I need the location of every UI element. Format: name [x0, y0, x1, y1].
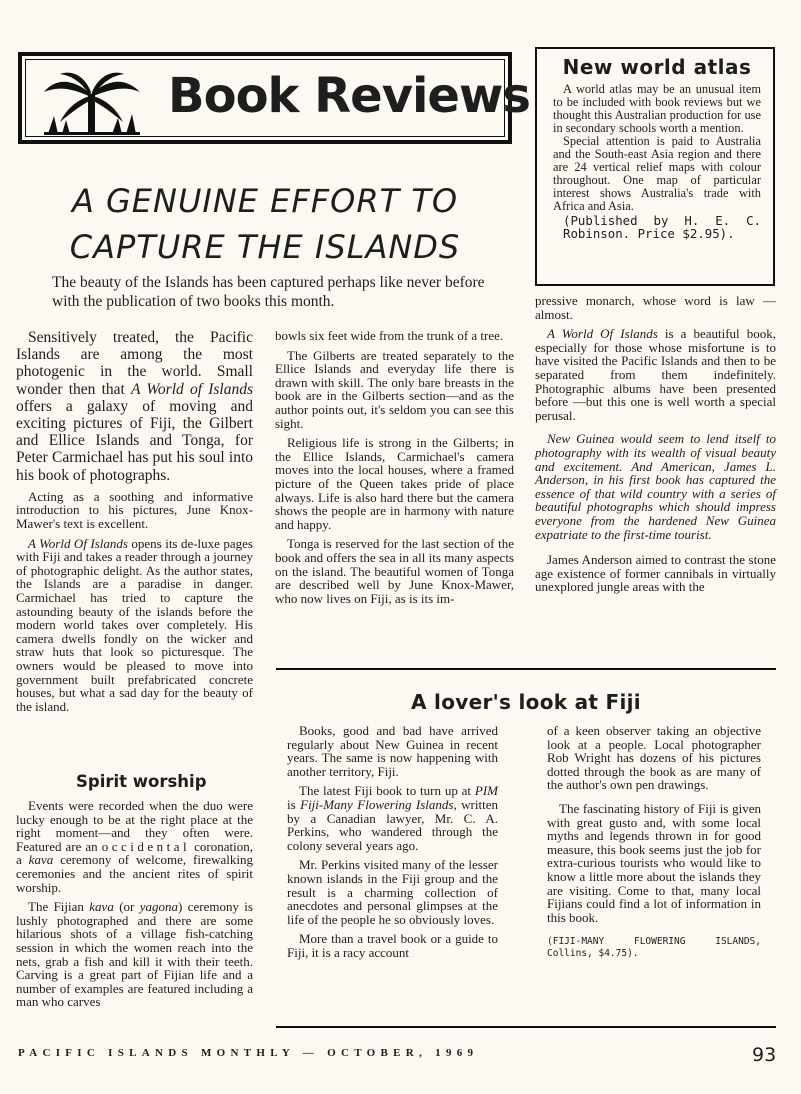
spaced-word: occidental: [101, 838, 191, 854]
body-paragraph: [16, 799, 253, 894]
body-paragraph: [16, 537, 253, 714]
body-paragraph: Mr. Perkins visited many of the lesser known islands in the Fiji group and the result is a charming collection of anecdotes and personal glimpses at the life of the people he so obviously loves.: [287, 857, 498, 927]
body-paragraph: Acting as a soothing and informative introduction to his pictures, June Knox-Mawer's text is excellent.: [16, 488, 253, 532]
body-text: is a beautiful book, especially for those whose misfortune is to have visited the Pacific Islands and then to be separated from them indefinitely. Photographic albums have been presented before —but this one is well worth a special perusal.: [535, 326, 776, 423]
body-paragraph: [16, 900, 253, 1009]
fiji-credit: (FIJI-MANY FLOWERING ISLANDS, Collins, $4.75).: [547, 936, 761, 959]
italic-word: kava: [89, 899, 114, 915]
atlas-paragraph: Special attention is paid to Australia and the South-east Asia region and there are 24 vertical relief maps with colour throughout. One map of particular interest shows Australia's trade with Africa and Asia.: [553, 134, 761, 213]
body-paragraph: [535, 327, 776, 422]
book-title: A World of Islands: [131, 380, 253, 398]
body-paragraph: The Gilberts are treated separately to the Ellice Islands and everyday life there is drawn with skill. The only bare breasts in the book are in the Gilberts section—and as the author points out, it's seldom you can see this sight.: [275, 347, 514, 431]
italic-word: PIM: [474, 783, 498, 799]
body-text: opens its de-luxe pages with Fiji and takes a reader through a journey of photographic delight. As the author states, the Islands are a paradise in danger. Carmichael has tried to capture the astounding beauty of the islands before the modern world takes over completely. His camera dwells fondly on the wicker and straw huts that look so picturesque. The owners would be pleased to move into government built prefabricated concrete houses, but what a sad day for the beauty of the island.: [16, 535, 253, 714]
section-divider-top: [276, 668, 776, 670]
headline-line-1: A GENUINE EFFORT TO: [71, 182, 459, 220]
atlas-title: New world atlas: [562, 55, 752, 79]
body-paragraph: pressive monarch, whose word is law —almost.: [535, 293, 776, 322]
body-text: is: [287, 796, 301, 812]
body-text: ) ceremony is lushly photographed and there are some hilarious shots of a village fish-catching session in which the women reach into the nets, grab a fish and kill it with their teeth. Carving is a great part of Fijian life and a number of examples are featured including a man who carves: [16, 899, 253, 1010]
body-paragraph: Religious life is strong in the Gilberts; in the Ellice Islands, Carmichael's camera moves into the local houses, where a framed picture of the Queen takes pride of place always. Life is also hard there but the camera shows the people are in harmony with nature and happy.: [275, 435, 514, 532]
article-headline: [0, 178, 530, 270]
body-text: (or: [113, 899, 140, 915]
italic-word: yagona: [139, 899, 178, 915]
body-text: The latest Fiji book to turn up at: [299, 783, 475, 799]
lead-text: Sensitively treated, the Pacific Islands are among the most photogenic in the world. Small wonder then that: [16, 329, 253, 398]
fiji-column-left: [287, 724, 498, 966]
article-column-3: [535, 294, 776, 600]
page-number: 93: [752, 1044, 777, 1066]
atlas-paragraph: A world atlas may be an unusual item to be included with book reviews but we thought this Australian production for use in secondary schools worth a mention.: [553, 82, 761, 135]
body-paragraph: More than a travel book or a guide to Fiji, it is a racy account: [287, 931, 498, 960]
palm-tree-logo-icon: [40, 70, 144, 136]
section-divider-bottom: [276, 1026, 776, 1028]
lead-text: offers a galaxy of moving and exciting pictures of Fiji, the Gilbert and Ellice Islands and Tonga, for Peter Carmichael has put his soul into his book of photographs.: [16, 397, 253, 484]
body-paragraph: James Anderson aimed to contrast the stone age existence of former cannibals in virtually unexplored jungle areas with the: [535, 552, 776, 595]
body-text: ceremony of welcome, firewalking ceremonies and the ancient rites of spirit worship.: [16, 852, 253, 895]
footer-publication: PACIFIC ISLANDS MONTHLY — OCTOBER, 1969: [18, 1047, 479, 1059]
fiji-section-title: A lover's look at Fiji: [411, 690, 641, 714]
body-paragraph: Tonga is reserved for the last section of the book and offers the sea in all its many aspects on the island. The beautiful women of Tonga are described well by June Knox-Mawer, who now lives on Fiji, as is its im-: [275, 536, 514, 606]
body-text: coronation, a: [16, 838, 253, 868]
article-column-2: [275, 329, 514, 611]
section-header-box: [18, 52, 530, 144]
body-paragraph: of a keen observer taking an objective look at a people. Local photographer Rob Wright has dozens of his pictures dotted through the book as are many of the author's own pen drawings.: [547, 723, 761, 793]
book-title: A World Of Islands: [28, 535, 128, 551]
article-intro: The beauty of the Islands has been captured perhaps like never before with the publication of two books this month.: [52, 274, 485, 310]
lead-paragraph: [16, 329, 253, 484]
section-title: Book Reviews: [168, 68, 530, 124]
body-text: Events were recorded when the duo were lucky enough to be at the right place at the right moment—and they often were. Featured are an: [16, 798, 253, 854]
italic-word: kava: [28, 852, 54, 868]
body-paragraph: [287, 784, 498, 852]
article-column-1: [16, 329, 253, 719]
body-paragraph: Books, good and bad have arrived regularly about New Guinea in recent years. The same is now happening with another territory, Fiji.: [287, 723, 498, 779]
article-column-1-continued: [16, 799, 253, 1015]
book-title: Fiji-Many Flowering Islands: [300, 796, 454, 812]
body-text: The Fijian: [28, 899, 90, 915]
body-text: , written by a Canadian lawyer, Mr. C. A. Perkins, who wandered through the colony several years ago.: [287, 796, 498, 853]
subheading-spirit-worship: Spirit worship: [76, 772, 207, 791]
header-inner-frame: [25, 59, 530, 137]
book-title: A World Of Islands: [547, 326, 658, 342]
headline-line-2: CAPTURE THE ISLANDS: [69, 228, 461, 266]
fiji-column-right: [547, 724, 761, 965]
body-paragraph: The fascinating history of Fiji is given with great gusto and, with some local myths and legends thrown in for good measure, this book seems just the job for extra-curious tourists who would like to know a little more about the islands they are visiting. Come to that, many local Fijians could find a lot of information in this book.: [547, 800, 761, 925]
atlas-credit: (Published by H. E. C. Robinson. Price $2.95).: [563, 213, 761, 241]
body-paragraph: bowls six feet wide from the trunk of a tree.: [275, 328, 504, 343]
italic-pull-paragraph: New Guinea would seem to lend itself to photography with its wealth of visual beauty and excitement. And American, James L. Anderson, in his first book has captured the essence of that wild country with a series of beautiful photographs which should impress everyone from the hardened New Guinea expatriate to the first-time tourist.: [535, 431, 776, 542]
atlas-sidebar-box: [535, 47, 775, 286]
